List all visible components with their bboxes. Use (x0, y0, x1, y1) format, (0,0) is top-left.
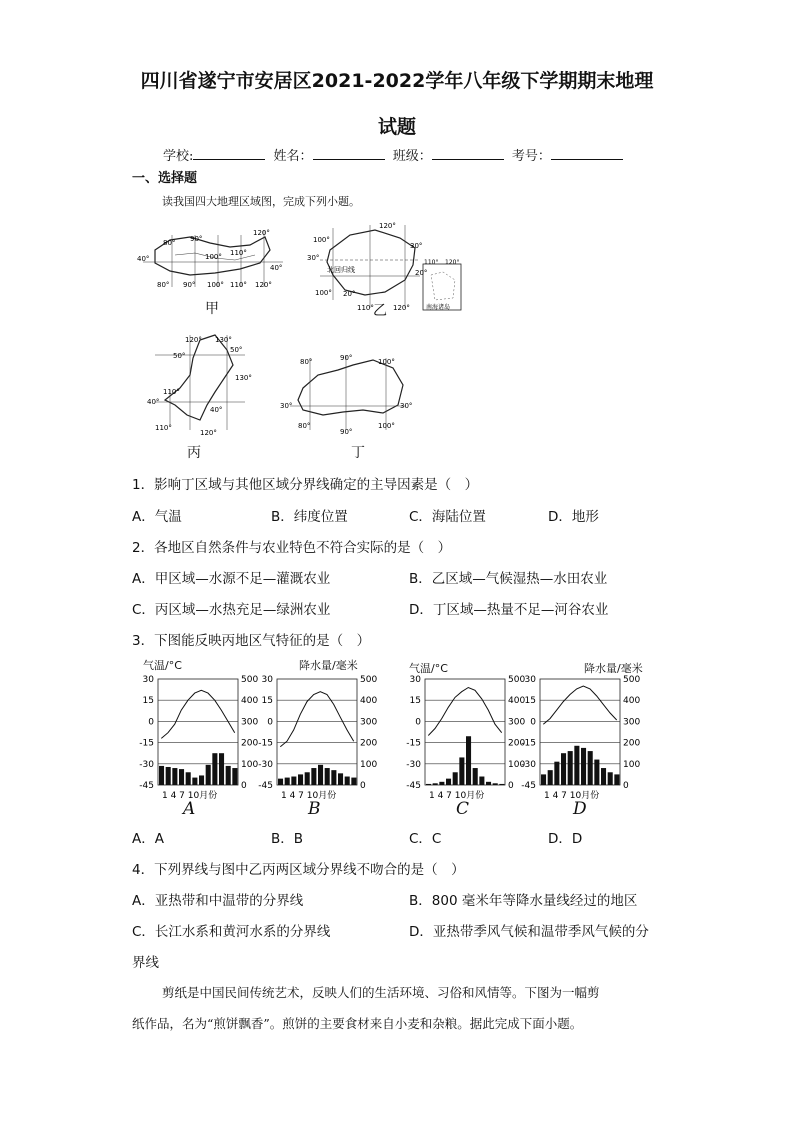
precip-bar (226, 766, 231, 785)
map-tick: 110° (163, 388, 180, 396)
precip-bar (285, 778, 290, 785)
class-blank[interactable] (432, 147, 504, 160)
precip-bar (298, 774, 303, 785)
q4-option-d[interactable]: D．亚热带季风气候和温带季风气候的分 (409, 924, 649, 940)
question-1-stem: 1．影响丁区域与其他区域分界线确定的主导因素是（ ） (132, 477, 479, 493)
precip-bar (232, 768, 237, 785)
q2-option-a[interactable]: A．甲区域—水源不足—灌溉农业 (132, 571, 331, 587)
map-tick: 120° (200, 429, 217, 437)
temp-tick: 0 (148, 717, 154, 728)
q2-option-d[interactable]: D．丁区域—热量不足—河谷农业 (409, 602, 609, 618)
temp-tick: 30 (409, 675, 421, 685)
q3-option-b[interactable]: B．B (271, 831, 304, 847)
name-blank[interactable] (313, 147, 385, 160)
precip-tick: 100 (241, 759, 259, 770)
precip-bar (199, 775, 204, 785)
precip-tick: 400 (241, 696, 259, 707)
school-blank[interactable] (193, 147, 265, 160)
precip-bar (318, 765, 323, 785)
precip-bar (325, 768, 330, 785)
map-tick: 30° (400, 402, 413, 410)
q4-option-a[interactable]: A．亚热带和中温带的分界线 (132, 893, 304, 909)
precip-tick: 500 (360, 675, 378, 685)
precip-bar (278, 779, 283, 785)
temp-tick: -15 (406, 738, 421, 749)
map-label-ding: 丁 (351, 445, 365, 461)
month-axis-label: 1 4 7 10月份 (281, 791, 337, 801)
precip-bar (212, 753, 217, 785)
question-3-stem: 3．下图能反映丙地区气特征的是（ ） (132, 633, 371, 649)
chart-frame (425, 679, 505, 785)
month-axis-label: 1 4 7 10月份 (544, 791, 600, 801)
map-tick: 40° (210, 406, 223, 414)
q2-option-c[interactable]: C．丙区域—水热充足—绿洲农业 (132, 602, 331, 618)
map-label-yi: 乙 (373, 303, 387, 319)
temp-tick: -45 (406, 781, 421, 791)
precip-tick: 300 (623, 717, 641, 728)
precip-bar (311, 768, 316, 785)
map-tick: 110° (155, 424, 172, 432)
precip-bar (206, 765, 211, 785)
chart-frame (277, 679, 357, 785)
map-tick: 120° (379, 222, 396, 230)
map-tick: 90° (340, 428, 353, 436)
precip-bar (331, 770, 336, 785)
precip-bar (172, 768, 177, 785)
precip-tick: 400 (360, 696, 378, 707)
map-tick: 50° (230, 346, 243, 354)
temp-tick: 30 (142, 675, 154, 685)
temp-axis-title: 气温/°C (143, 659, 182, 672)
temp-tick: -30 (406, 759, 421, 770)
temperature-line (543, 686, 616, 724)
precip-axis-title: 降水量/毫米 (584, 662, 643, 675)
map-ding (278, 350, 418, 440)
precip-bar (473, 768, 478, 785)
map-tick: 90° (340, 354, 353, 362)
chart-frame (540, 679, 620, 785)
precip-bar (486, 782, 491, 785)
map-tick: 80° (298, 422, 311, 430)
map-tick: 30° (307, 254, 320, 262)
precip-bar (588, 751, 593, 785)
precip-bar (479, 777, 484, 785)
temp-tick: -30 (139, 759, 154, 770)
temp-tick: -15 (521, 738, 536, 749)
map-tick: 110° (230, 249, 247, 257)
tropic-label: 北回归线 (327, 266, 355, 274)
temperature-line (428, 688, 501, 736)
precip-bar (459, 757, 464, 785)
precip-bar (179, 769, 184, 785)
chart-letter-d: D (573, 799, 587, 819)
precip-axis-title: 降水量/毫米 (299, 659, 358, 672)
q4-option-c[interactable]: C．长江水系和黄河水系的分界线 (132, 924, 331, 940)
school-label: 学校: (163, 149, 194, 164)
temp-tick: -15 (258, 738, 273, 749)
temp-tick: 30 (524, 675, 536, 685)
temp-tick: 15 (261, 696, 273, 707)
map-tick: 80° (157, 281, 170, 289)
temp-tick: 0 (530, 717, 536, 728)
page-title-line2: 试题 (377, 116, 416, 138)
temp-axis-title: 气温/°C (409, 662, 448, 675)
map-tick: 100° (207, 281, 224, 289)
precip-bar (548, 770, 553, 785)
chart-letter-a: A (183, 799, 196, 819)
precip-tick: 400 (508, 696, 526, 707)
map-tick: 120° (253, 229, 270, 237)
map-tick: 40° (147, 398, 160, 406)
precip-tick: 500 (508, 675, 526, 685)
month-axis-label: 1 4 7 10月份 (429, 791, 485, 801)
map-tick: 120° (255, 281, 272, 289)
precip-tick: 300 (508, 717, 526, 728)
map-tick: 30° (280, 402, 293, 410)
q3-option-c[interactable]: C．C (409, 831, 442, 847)
q3-option-d[interactable]: D．D (548, 831, 583, 847)
passage-line-1: 剪纸是中国民间传统艺术，反映人们的生活环境、习俗和风情等。下图为一幅剪 (162, 985, 600, 1000)
map-tick: 100° (205, 253, 222, 261)
precip-bar (574, 746, 579, 785)
class-label: 班级： (392, 149, 432, 164)
precip-bar (561, 753, 566, 785)
precip-bar (219, 753, 224, 785)
student-info-row (163, 145, 627, 164)
map-tick: 50° (173, 352, 186, 360)
question-4-stem: 4．下列界线与图中乙丙两区域分界线不吻合的是（ ） (132, 862, 465, 878)
precip-bar (541, 774, 546, 785)
precip-tick: 300 (360, 717, 378, 728)
map-tick: 120° (185, 336, 202, 344)
map-tick: 110° (424, 259, 439, 266)
precip-bar (594, 760, 599, 785)
name-label: 姓名： (273, 149, 313, 164)
precip-tick: 0 (508, 781, 514, 791)
temp-tick: -45 (521, 781, 536, 791)
temp-tick: 0 (267, 717, 273, 728)
map-tick: 120° (393, 304, 410, 312)
map-tick: 110° (357, 304, 374, 312)
precip-bar (186, 772, 191, 785)
precip-bar (166, 767, 171, 785)
precip-bar (493, 783, 498, 785)
precip-bar (601, 768, 606, 785)
precip-bar (581, 748, 586, 785)
precip-bar (338, 773, 343, 785)
temp-tick: -30 (258, 759, 273, 770)
precip-tick: 100 (360, 759, 378, 770)
map-label-jia: 甲 (205, 301, 219, 317)
passage-line-2: 纸作品，名为“煎饼飘香”。煎饼的主要食材来自小麦和杂粮。据此完成下面小题。 (132, 1016, 583, 1031)
precip-bar (466, 736, 471, 785)
precip-tick: 500 (623, 675, 641, 685)
precip-bar (345, 777, 350, 785)
map-tick: 80° (300, 358, 313, 366)
precip-bar (159, 766, 164, 785)
temp-tick: -15 (139, 738, 154, 749)
precip-tick: 300 (241, 717, 259, 728)
map-tick: 30° (410, 242, 423, 250)
climate-charts (130, 670, 660, 820)
temp-tick: -30 (521, 759, 536, 770)
precip-bar (305, 772, 310, 785)
q3-option-a[interactable]: A．A (132, 831, 164, 847)
inset-label: 南海诸岛 (426, 304, 451, 311)
intro-text: 读我国四大地理区域图，完成下列小题。 (162, 195, 360, 208)
temp-tick: 30 (261, 675, 273, 685)
precip-tick: 0 (241, 781, 247, 791)
map-tick: 90° (190, 235, 203, 243)
precip-bar (568, 751, 573, 785)
map-tick: 80° (163, 239, 176, 247)
precip-bar (453, 772, 458, 785)
exam-no-blank[interactable] (551, 147, 623, 160)
precip-bar (351, 778, 356, 785)
precip-tick: 0 (623, 781, 629, 791)
chart-letter-b: B (308, 799, 321, 819)
map-tick: 100° (315, 289, 332, 297)
map-tick: 130° (215, 336, 232, 344)
temperature-line (161, 690, 234, 738)
precip-tick: 100 (623, 759, 641, 770)
precip-tick: 200 (508, 738, 526, 749)
map-tick: 130° (235, 374, 252, 382)
q1-option-d[interactable]: D．地形 (548, 509, 599, 525)
precip-bar (608, 772, 613, 785)
precip-bar (433, 783, 438, 785)
temp-tick: 0 (415, 717, 421, 728)
map-tick: 100° (378, 422, 395, 430)
q4-option-b[interactable]: B．800 毫米年等降水量线经过的地区 (409, 893, 638, 909)
precip-bar (291, 777, 296, 785)
precip-bar (499, 784, 504, 785)
map-tick: 100° (378, 358, 395, 366)
q1-option-b[interactable]: B．纬度位置 (271, 509, 348, 525)
map-tick: 20° (343, 290, 356, 298)
temp-tick: 15 (524, 696, 536, 707)
map-tick: 110° (230, 281, 247, 289)
precip-tick: 200 (623, 738, 641, 749)
map-yi (305, 220, 475, 315)
precip-tick: 100 (508, 759, 526, 770)
month-axis-label: 1 4 7 10月份 (162, 791, 218, 801)
temp-tick: 15 (409, 696, 421, 707)
map-tick: 90° (183, 281, 196, 289)
map-label-bing: 丙 (187, 445, 201, 461)
precip-bar (192, 778, 197, 785)
precip-tick: 200 (360, 738, 378, 749)
map-tick: 100° (313, 236, 330, 244)
precip-tick: 200 (241, 738, 259, 749)
q1-option-a[interactable]: A．气温 (132, 509, 182, 525)
temp-tick: -45 (258, 781, 273, 791)
precip-tick: 0 (360, 781, 366, 791)
map-bing (145, 330, 260, 440)
question-2-stem: 2．各地区自然条件与农业特色不符合实际的是（ ） (132, 540, 452, 556)
map-tick: 120° (445, 259, 460, 266)
map-jia (135, 225, 290, 300)
chart-letter-c: C (456, 799, 470, 819)
exam-no-label: 考号： (511, 149, 551, 164)
page-title: 四川省遂宁市安居区2021-2022学年八年级下学期期末地理 (140, 70, 654, 92)
temp-tick: -45 (139, 781, 154, 791)
precip-tick: 400 (623, 696, 641, 707)
precip-bar (446, 779, 451, 785)
q1-option-c[interactable]: C．海陆位置 (409, 509, 486, 525)
temp-tick: 15 (142, 696, 154, 707)
q4-option-d-wrap: 界线 (132, 955, 159, 971)
map-tick: 40° (270, 264, 283, 272)
precip-bar (426, 784, 431, 785)
q2-option-b[interactable]: B．乙区域—气候湿热—水田农业 (409, 571, 608, 587)
section-heading: 一、选择题 (132, 171, 198, 186)
precip-tick: 500 (241, 675, 259, 685)
map-tick: 40° (137, 255, 150, 263)
precip-bar (614, 774, 619, 785)
precip-bar (439, 782, 444, 785)
map-tick: 20° (415, 269, 428, 277)
precip-bar (554, 762, 559, 785)
